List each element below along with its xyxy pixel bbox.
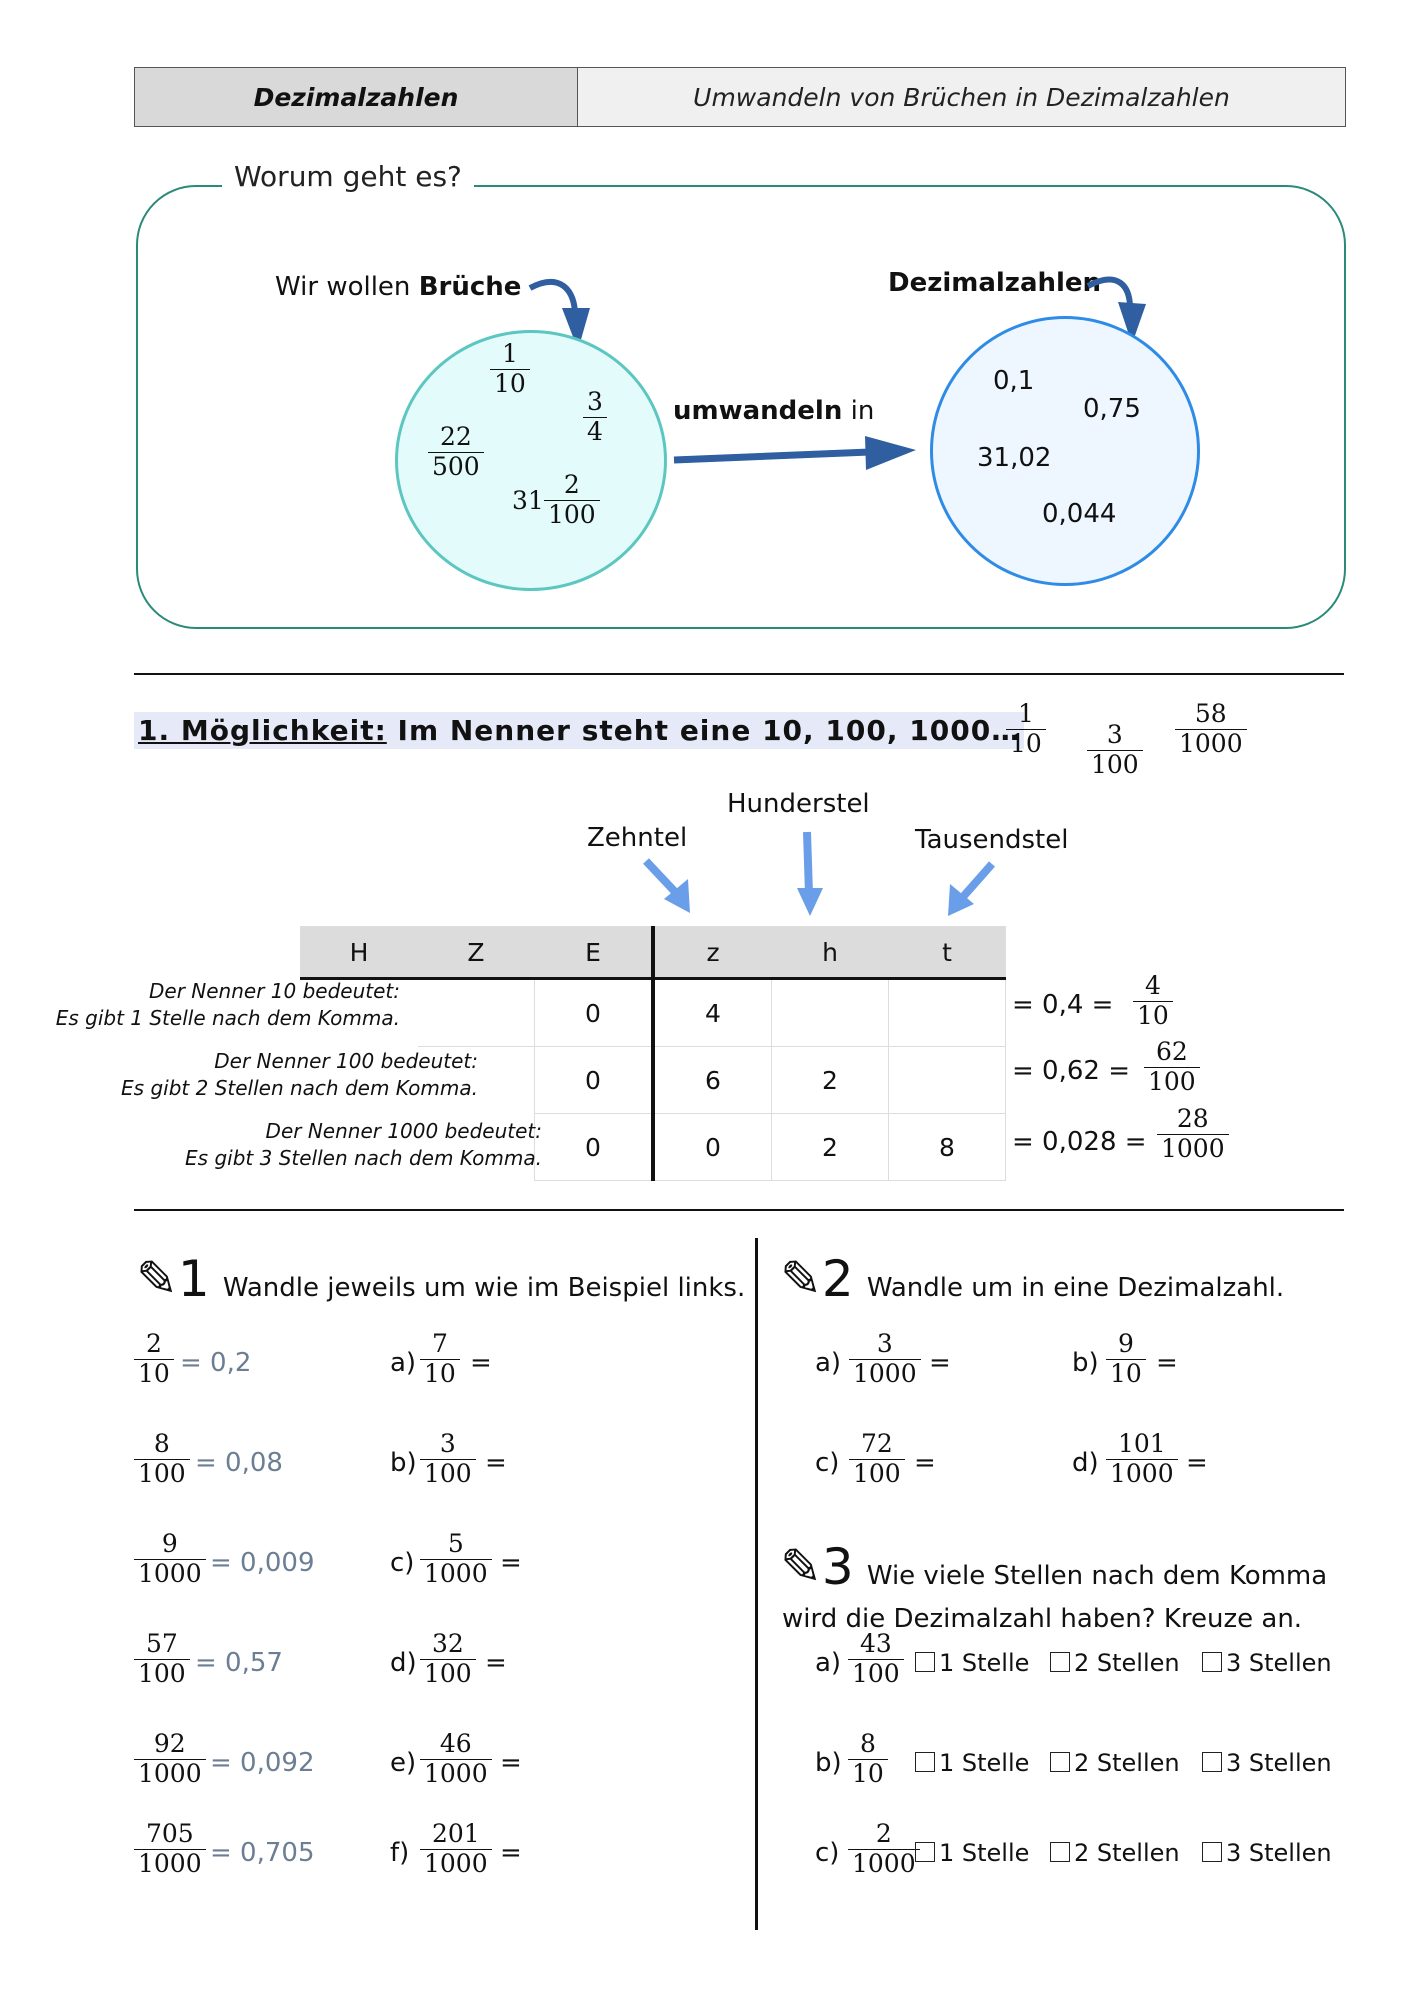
fraction [1106,1330,1146,1389]
denominator: 100 [134,1659,190,1689]
table-cell: 8 [889,1114,1006,1181]
numerator: 3 [1106,720,1123,749]
numerator: 101 [1117,1429,1166,1458]
denominator: 10 [1133,1001,1173,1031]
table-cell: 0 [535,1047,654,1114]
fraction [420,1330,460,1389]
checkbox-option[interactable] [915,1649,1029,1677]
exercise-label: c) [390,1548,415,1578]
denominator: 100 [134,1459,190,1489]
checkbox-icon[interactable] [915,1842,935,1862]
numerator: 57 [145,1629,178,1658]
denominator: 100 [1087,750,1143,780]
denominator: 1000 [134,1849,206,1879]
arrow-down-left-icon [940,858,1000,918]
numerator: 3 [439,1429,456,1458]
checkbox-icon[interactable] [915,1752,935,1772]
checkbox-option[interactable] [1202,1749,1332,1777]
row-result: = 0,4 = [1012,990,1114,1020]
numerator: 43 [859,1629,892,1658]
fraction [848,1730,888,1789]
section1-title-rest: Im Nenner steht eine 10, 100, 1000… [386,714,1021,747]
task-number: 1 [177,1250,210,1308]
column-header: h [772,927,889,979]
checkbox-icon[interactable] [1202,1652,1222,1672]
fraction [134,1730,206,1789]
intro-decimal: 0,044 [1042,499,1117,529]
fraction [420,1820,492,1879]
numerator: 201 [431,1819,480,1848]
intro-label-left-bold: Brüche [418,272,522,302]
example-fraction [1087,721,1143,780]
checkbox-option[interactable] [1050,1749,1180,1777]
task2-heading [780,1250,1284,1308]
row-result-fraction [1157,1105,1229,1164]
row-note-line: Der Nenner 1000 bedeutet: [265,1119,542,1143]
intro-label-right: Dezimalzahlen [888,268,1102,298]
equals-sign: = [500,1748,522,1778]
exercise-label: a) [815,1348,842,1378]
denominator: 1000 [848,1849,920,1879]
checkbox-option[interactable] [915,1839,1029,1867]
fraction [134,1430,190,1489]
numerator: 705 [145,1819,194,1848]
denominator: 100 [849,1459,905,1489]
label-zehntel: Zehntel [587,823,688,853]
checkbox-label: 3 Stellen [1226,1649,1332,1677]
denominator: 1000 [1106,1459,1178,1489]
table-cell: 2 [772,1047,889,1114]
checkbox-icon[interactable] [1050,1752,1070,1772]
arrow-label-rest: in [842,396,875,426]
denominator: 100 [848,1659,904,1689]
numerator: 72 [860,1429,893,1458]
row-note-line: Es gibt 1 Stelle nach dem Komma. [55,1006,400,1030]
table-cell: 0 [535,1114,654,1181]
row-result: = 0,62 = [1012,1056,1130,1086]
row-note-line: Der Nenner 10 bedeutet: [149,979,400,1003]
column-header: t [889,927,1006,979]
task-instruction: wird die Dezimalzahl haben? Kreuze an. [782,1604,1303,1634]
example-fraction [1175,700,1247,759]
checkbox-label: 3 Stellen [1226,1749,1332,1777]
denominator: 100 [1144,1067,1200,1097]
checkbox-option[interactable] [1202,1839,1332,1867]
denominator: 10 [134,1359,174,1389]
column-header: z [653,927,772,979]
numerator: 46 [439,1729,472,1758]
checkbox-label: 2 Stellen [1074,1749,1180,1777]
table-cell: 4 [653,979,772,1047]
exercise-label: f) [390,1838,410,1868]
equals-sign: = [929,1348,951,1378]
denominator: 10 [490,369,530,399]
denominator: 500 [428,452,484,482]
table-cell: 6 [653,1047,772,1114]
numerator: 8 [859,1729,876,1758]
mixed-number-whole: 31 [512,486,544,515]
example-answer: = 0,08 [195,1448,283,1478]
label-tausendstel: Tausendstel [915,825,1069,855]
numerator: 4 [1144,971,1161,1000]
fraction [420,1630,476,1689]
intro-fraction [544,471,600,530]
row-result: = 0,028 = [1012,1127,1147,1157]
task-instruction: Wie viele Stellen nach dem Komma [866,1561,1328,1591]
row-result-fraction [1133,972,1173,1031]
table-cell: 2 [772,1114,889,1181]
fraction [134,1630,190,1689]
fraction [849,1330,921,1389]
row-note-line: Es gibt 3 Stellen nach dem Komma. [185,1146,542,1170]
denominator: 10 [420,1359,460,1389]
checkbox-option[interactable] [1202,1649,1332,1677]
numerator: 5 [447,1529,464,1558]
arrow-label-bold: umwandeln [673,396,843,426]
intro-decimal: 31,02 [977,443,1052,473]
pencil-icon: ✎ [780,1250,822,1308]
example-answer: = 0,57 [195,1648,283,1678]
intro-label-left [275,272,521,302]
row-note [100,1048,478,1102]
exercise-label: b) [390,1448,417,1478]
fraction [848,1820,920,1879]
checkbox-icon[interactable] [915,1652,935,1672]
decimals-circle [930,316,1200,586]
intro-decimal: 0,1 [993,366,1035,396]
numerator: 3 [587,387,603,416]
row-note [160,1118,542,1172]
denominator: 100 [420,1459,476,1489]
intro-decimal: 0,75 [1083,394,1141,424]
table-row [301,979,1006,1047]
section1-title-underlined: 1. Möglichkeit: [138,714,387,747]
divider [134,1209,1344,1211]
table-cell: 0 [535,979,654,1047]
equals-sign: = [914,1448,936,1478]
fraction [420,1730,492,1789]
arrow-down-right-icon [640,855,700,915]
fraction [134,1330,174,1389]
numerator: 2 [875,1819,892,1848]
fraction [420,1430,476,1489]
numerator: 2 [145,1329,162,1358]
right-arrow-icon [670,418,920,478]
denominator: 10 [848,1759,888,1789]
exercise-label: b) [815,1748,842,1778]
numerator: 1 [1017,699,1034,728]
denominator: 1000 [420,1559,492,1589]
numerator: 22 [439,422,472,451]
denominator: 4 [583,417,607,447]
section1-title [134,712,1024,749]
example-answer: = 0,705 [210,1838,315,1868]
equals-sign: = [485,1448,507,1478]
fraction [420,1530,492,1589]
equals-sign: = [500,1838,522,1868]
pencil-icon: ✎ [780,1538,822,1596]
intro-frame-title: Worum geht es? [222,160,474,193]
table-cell: 0 [653,1114,772,1181]
numerator: 32 [431,1629,464,1658]
numerator: 28 [1176,1104,1209,1133]
numerator: 92 [153,1729,186,1758]
numerator: 9 [1117,1329,1134,1358]
checkbox-icon[interactable] [1202,1752,1222,1772]
exercise-label: a) [390,1348,417,1378]
denominator: 1000 [1175,729,1247,759]
checkbox-option[interactable] [915,1749,1029,1777]
task-instruction: Wandle um in eine Dezimalzahl. [866,1273,1285,1303]
checkbox-label: 1 Stelle [939,1649,1030,1677]
numerator: 1 [501,339,518,368]
checkbox-icon[interactable] [1050,1652,1070,1672]
denominator: 1000 [134,1559,206,1589]
checkbox-option[interactable] [1050,1649,1180,1677]
exercise-label: d) [1072,1448,1099,1478]
denominator: 100 [544,500,600,530]
row-result-fraction [1144,1038,1200,1097]
divider [134,673,1344,675]
numerator: 8 [153,1429,170,1458]
denominator: 1000 [1157,1134,1229,1164]
arrow-down-icon [795,828,825,918]
checkbox-icon[interactable] [1202,1842,1222,1862]
task1-heading [136,1250,745,1308]
header-subtitle: Umwandeln von Brüchen in Dezimalzahlen [578,68,1345,126]
intro-label-left-prefix: Wir wollen [275,272,419,302]
column-divider [755,1238,758,1930]
exercise-label: c) [815,1838,840,1868]
checkbox-label: 1 Stelle [939,1839,1030,1867]
fraction [848,1630,904,1689]
column-header: Z [418,927,535,979]
checkbox-option[interactable] [1050,1839,1180,1867]
example-answer: = 0,092 [210,1748,315,1778]
exercise-label: a) [815,1648,842,1678]
numerator: 58 [1194,699,1227,728]
table-cell [772,979,889,1047]
exercise-label: d) [390,1648,417,1678]
fraction [849,1430,905,1489]
denominator: 1000 [420,1849,492,1879]
row-note-line: Es gibt 2 Stellen nach dem Komma. [121,1076,478,1100]
table-cell [889,1047,1006,1114]
intro-fraction [490,340,530,399]
equals-sign: = [500,1548,522,1578]
numerator: 2 [563,470,580,499]
fraction [1106,1430,1178,1489]
fraction [134,1820,206,1879]
task-instruction: Wandle jeweils um wie im Beispiel links. [222,1273,746,1303]
denominator: 10 [1006,729,1046,759]
numerator: 7 [431,1329,448,1358]
row-note [40,978,400,1032]
equals-sign: = [470,1348,492,1378]
task-number: 2 [821,1250,854,1308]
numerator: 62 [1155,1037,1188,1066]
column-header: H [301,927,418,979]
checkbox-label: 2 Stellen [1074,1839,1180,1867]
table-cell [889,979,1006,1047]
intro-fraction [428,423,484,482]
header-topic: Dezimalzahlen [135,68,578,126]
exercise-label: c) [815,1448,840,1478]
checkbox-label: 3 Stellen [1226,1839,1332,1867]
denominator: 1000 [420,1759,492,1789]
example-fraction [1006,700,1046,759]
numerator: 9 [161,1529,178,1558]
equals-sign: = [485,1648,507,1678]
label-hundertstel: Hunderstel [727,789,870,819]
denominator: 1000 [134,1759,206,1789]
exercise-label: b) [1072,1348,1099,1378]
pencil-icon: ✎ [136,1250,178,1308]
intro-fraction [583,388,607,447]
checkbox-label: 2 Stellen [1074,1649,1180,1677]
example-answer: = 0,2 [180,1348,252,1378]
fraction [134,1530,206,1589]
task3-heading [780,1538,1327,1596]
checkbox-icon[interactable] [1050,1842,1070,1862]
denominator: 1000 [849,1359,921,1389]
row-note-line: Der Nenner 100 bedeutet: [214,1049,478,1073]
denominator: 10 [1106,1359,1146,1389]
checkbox-label: 1 Stelle [939,1749,1030,1777]
column-header: E [535,927,654,979]
denominator: 100 [420,1659,476,1689]
numerator: 3 [876,1329,893,1358]
worksheet-header [134,67,1346,127]
exercise-label: e) [390,1748,417,1778]
equals-sign: = [1156,1348,1178,1378]
equals-sign: = [1186,1448,1208,1478]
example-answer: = 0,009 [210,1548,315,1578]
task-number: 3 [821,1538,854,1596]
